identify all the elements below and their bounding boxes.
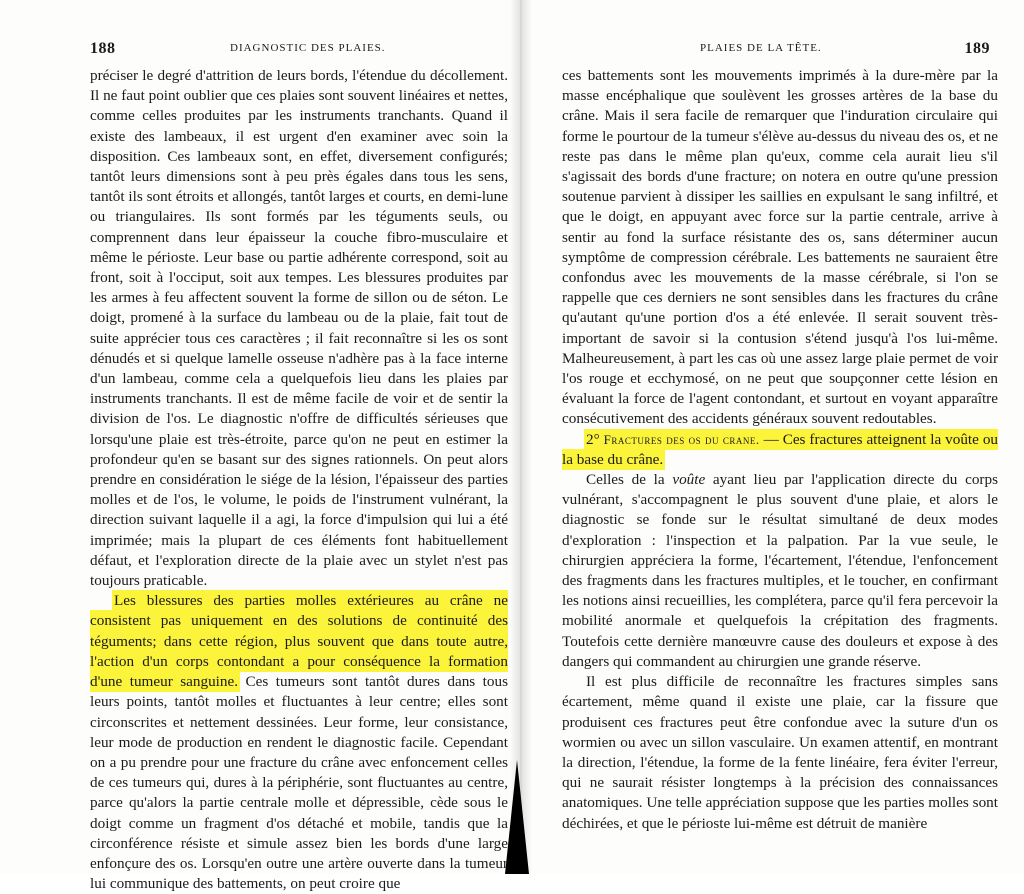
section-heading-highlight <box>562 431 998 468</box>
right-page-body <box>562 66 998 834</box>
right-paragraph-1-text: ces battements sont les mouvements imprimés à la dure-mère par la masse encéphalique que soulèvent les grosses artères de la base du crâne. Mais il sera facile de remarquer que l'induration circulaire qui forme le pourtour de la tumeur s'élève au-dessus du niveau des os, et ne reste pas dans le même plan qu'eux, comme cela aurait lieu s'il s'agissait des bords d'une fracture; on notera en outre qu'une pression soutenue parvient à dissiper les saillies en expulsant le sang infiltré, et que le doigt, en appuyant avec force sur la partie centrale, arrive à sentir au fond la surface résistante des os, sans déterminer aucun symptôme de compression cérébrale. Les battements ne sauraient être confondus avec les mouvements de la masse cérébrale, si l'on se rappelle que ces derniers ne sont sensibles dans les fractures du crâne qu'autant qu'une portion d'os a été enlevée. Il serait souvent très-important de savoir si la contusion s'étend jusqu'à l'os lui-même. Malheureusement, à part les cas où une assez large plaie permet de voir l'os rouge et ecchymosé, on ne peut que soupçonner cette lésion en évaluant la force de l'agent contondant, et surtout en voyant apparaître consécutivement des accidents généraux souvent redoutables. <box>562 67 998 428</box>
book-gutter <box>510 0 532 874</box>
right-paragraph-3 <box>562 470 998 672</box>
left-paragraph-2-text: Ces tumeurs sont tantôt dures dans tous leurs points, tantôt molles et fluctuantes à leur centre; elles sont circonscrites et nettement dessinées. Leur forme, leur consistance, leur mode de production en rendent le diagnostic facile. Cependant on a pu prendre pour une fracture du crâne avec enfoncement celles de ces tumeurs qui, dures à la périphérie, sont fluctuantes au centre, parce qu'alors la partie centrale molle et dépressible, cède sous le doigt comme un fragment d'os détaché et mobile, tandis que la circonférence résiste et simule assez bien les bords d'une large enfonçure des os. Lorsqu'en outre une artère ouverte dans la tumeur lui communique des battements, on peut croire que <box>90 673 509 893</box>
right-page-header <box>550 40 990 62</box>
highlighted-passage: Les blessures des parties molles extérieures au crâne ne consistent pas uniquement en des solutions de continuité des téguments; dans cette région, plus souvent que dans toute autre, l'action d'un corps contondant a pour conséquence la formation d'une tumeur sanguine. <box>90 592 508 691</box>
left-running-head: DIAGNOSTIC DES PLAIES. <box>230 42 386 54</box>
right-paragraph-3-lead: Celles de la <box>586 471 673 489</box>
right-page-number: 189 <box>964 40 990 57</box>
spine-shadow <box>505 760 529 874</box>
left-paragraph-2 <box>90 591 508 894</box>
right-running-head: PLAIES DE LA TÊTE. <box>700 42 822 54</box>
section-heading-number: 2° <box>586 430 600 448</box>
right-paragraph-4 <box>562 672 998 834</box>
right-paragraph-4-text: Il est plus difficile de reconnaître les fractures simples sans écartement, même quand il existe une plaie, car la fissure que produisent ces fractures peut être confondue avec la suture d'un os wormien ou avec un sillon vasculaire. Un examen attentif, en montrant la direction, l'étendue, la forme de la fente linéaire, fera éviter l'erreur, qui ne saurait résister longtemps à la précision des connaissances anatomiques. Une telle appréciation suppose que les parties molles sont déchirées, et que le périoste lui-même est détruit de manière <box>562 673 998 832</box>
section-heading <box>562 430 998 470</box>
section-heading-title: Fractures des os du crane. <box>603 431 760 447</box>
left-paragraph-1-text: préciser le degré d'attrition de leurs bords, l'étendue du décollement. Il ne faut point oublier que ces plaies sont souvent linéaires et nettes, comme celles produites par les instruments tranchants. Quand il existe des lambeaux, il est urgent d'en examiner avec soin la disposition. Ces lambeaux sont, en effet, diversement configurés; tantôt leurs dimensions sont à peu près égales dans tous les sens, tantôt ils sont étroits et allongés, tantôt larges et courts, en demi-lune ou triangulaires. Ils sont formés par les téguments seuls, ou comprennent dans leur épaisseur la couche fibro-musculaire et même le périoste. Leur base ou partie adhérente correspond, soit au front, soit à l'occiput, soit aux tempes. Les blessures produites par les armes à feu affectent souvent la forme de sillon ou de séton. Le doigt, promené à la surface du lambeau ou de la plaie, fait tout de suite apprécier tous ces caractères ; il fait reconnaître si les os sont dénudés et si quelque lamelle osseuse n'adhère pas à la face interne d'un lambeau, comme cela a quelquefois lieu dans les plaies par instruments tranchants. Il est de même facile de voir et de sentir la division de l'os. Le diagnostic n'offre de difficultés sérieuses que lorsqu'une plaie est très-étroite, parce qu'on ne peut en estimer la profondeur qu'en se basant sur des signes rationnels. On peut alors prendre en considération le siége de la lésion, l'épaisseur des parties molles et de l'os, le volume, le poids de l'instrument vulnérant, la direction suivant laquelle il a agi, la force d'impulsion qui lui a été imprimée; mais la plupart de ces éléments font habituellement défaut, et l'exploration directe de la plaie avec un stylet n'est pas toujours praticable. <box>90 67 508 590</box>
left-page-number: 188 <box>90 40 116 57</box>
left-page-header <box>90 40 510 62</box>
left-page-body <box>90 66 508 894</box>
right-paragraph-3-italic: voûte <box>672 471 706 489</box>
section-heading-tail: Ces fractures atteignent la voûte ou la base du crâne. <box>562 430 999 468</box>
section-heading-dash: — <box>759 430 783 448</box>
right-paragraph-3-text: ayant lieu par l'application directe du corps vulnérant, s'accompagnent le plus souvent d'une plaie, et alors le diagnostic se fonde sur le résultat simultané de deux modes d'exploration : l'inspection et la palpation. Par la vue seule, le chirurgien appréciera la forme, l'écartement, l'étendue, l'enfoncement des fragments dans les fractures multiples, et le toucher, en confirmant les notions ainsi recueillies, les complétera, parce qu'il fera percevoir la mobilité anormale et quelquefois la crépitation des fragments. Toutefois cette dernière manœuvre cause des douleurs et expose à des dangers qui commandent au chirurgien une grande réserve. <box>562 471 998 670</box>
right-paragraph-1 <box>562 66 998 430</box>
left-paragraph-1 <box>90 66 508 591</box>
right-page <box>520 0 1024 874</box>
